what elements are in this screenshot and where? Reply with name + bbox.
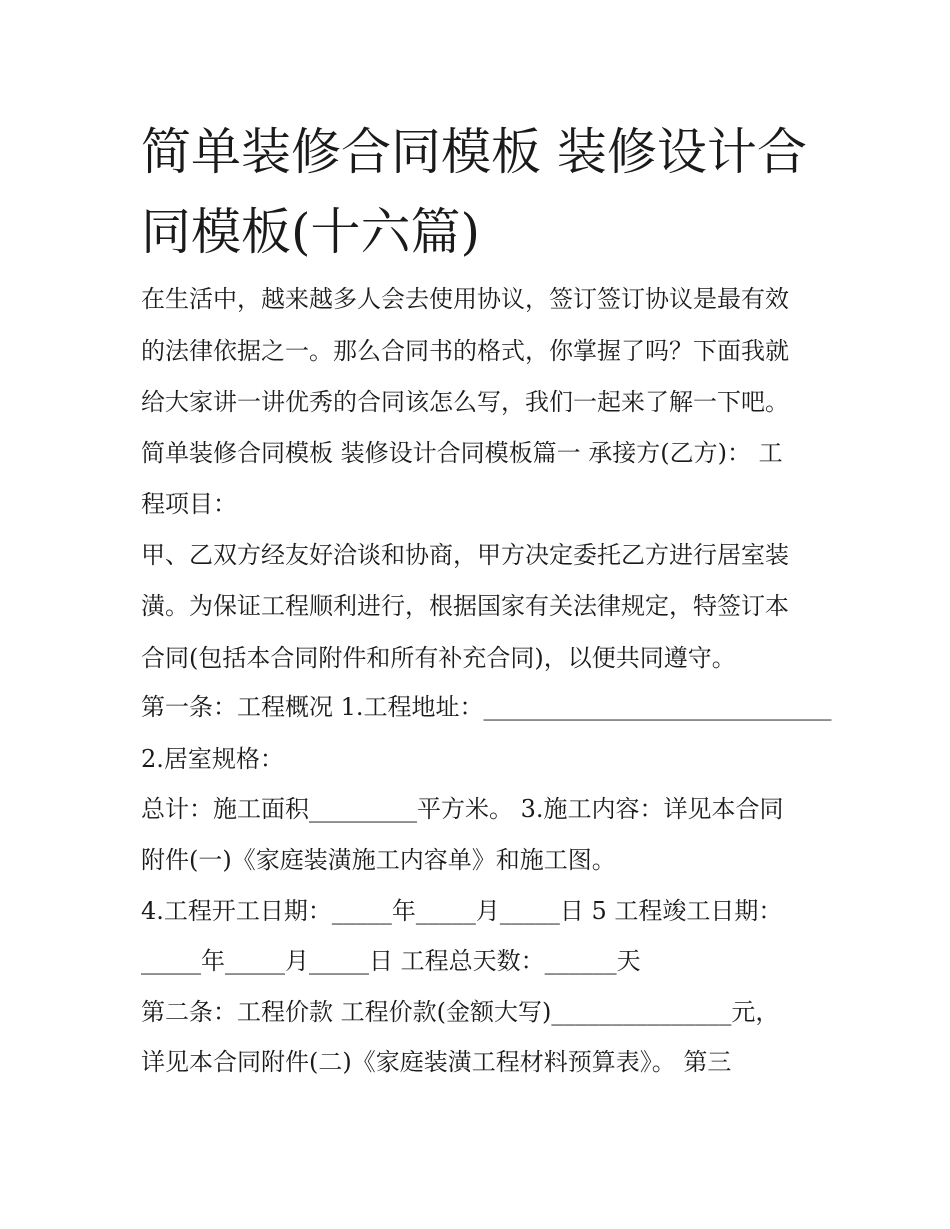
body-line-12: 附件(一)《家庭装潢施工内容单》和施工图。 [141,846,616,874]
body-line-15: 第二条：工程价款 工程价款(金额大写)_______________元， [141,998,780,1026]
document-title: 简单装修合同模板 装修设计合同模板(十六篇) [141,123,807,261]
body-line-14: _____年_____月_____日 工程总天数：______天 [141,947,641,975]
body-line-3: 给大家讲一讲优秀的合同该怎么写，我们一起来了解一下吧。 [141,388,789,416]
body-line-5: 程项目： [141,490,237,518]
body-line-9: 第一条：工程概况 1.工程地址：_____________________________ [141,693,832,721]
body-line-16: 详见本合同附件(二)《家庭装潢工程材料预算表》。 第三 [141,1048,732,1076]
body-line-8: 合同(包括本合同附件和所有补充合同)，以便共同遵守。 [141,644,736,672]
body-line-2: 的法律依据之一。那么合同书的格式，你掌握了吗？下面我就 [141,337,789,365]
body-line-6: 甲、乙双方经友好洽谈和协商，甲方决定委托乙方进行居室装 [141,541,789,569]
body-line-7: 潢。为保证工程顺利进行，根据国家有关法律规定，特签订本 [141,592,789,620]
body-line-11: 总计：施工面积_________平方米。 3.施工内容：详见本合同 [141,795,784,823]
body-line-4: 简单装修合同模板 装修设计合同模板篇一 承接方(乙方)： 工 [141,439,783,467]
body-line-10: 2.居室规格： [141,745,284,773]
body-line-13: 4.工程开工日期：_____年_____月_____日 5 工程竣工日期： [141,897,783,925]
body-line-1: 在生活中，越来越多人会去使用协议，签订签订协议是最有效 [141,285,789,313]
